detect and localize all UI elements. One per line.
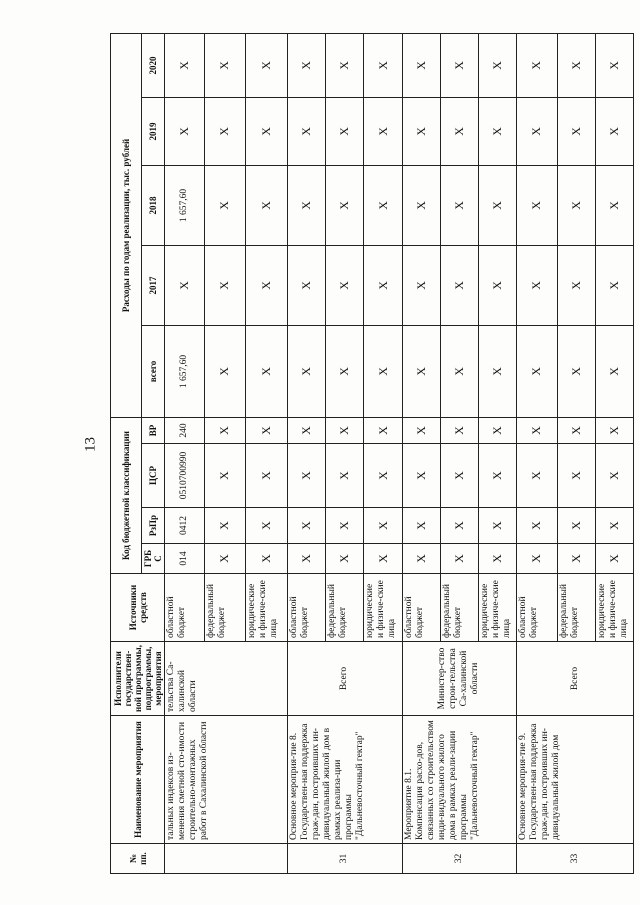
mark-cell: X xyxy=(517,508,557,544)
mark-cell: X xyxy=(245,165,287,245)
mark-cell: X xyxy=(205,508,245,544)
header-grbs: ГРБС xyxy=(142,544,165,574)
mark-cell: X xyxy=(557,165,595,245)
source-cell: федеральный бюджет xyxy=(557,574,595,642)
mark-cell: X xyxy=(517,33,557,97)
mark-cell: X xyxy=(326,97,364,165)
row-number: 33 xyxy=(517,844,634,874)
mark-cell: X xyxy=(402,508,440,544)
mark-cell: X xyxy=(288,417,326,443)
mark-cell: X xyxy=(165,33,205,97)
mark-cell: X xyxy=(326,508,364,544)
mark-cell: X xyxy=(205,245,245,325)
source-cell: областной бюджет xyxy=(402,574,440,642)
header-expenses: Расходы по годам реализации, тыс. рублей xyxy=(111,33,142,417)
mark-cell: X xyxy=(245,417,287,443)
y2018-cell: 1 657,60 xyxy=(165,165,205,245)
mark-cell: X xyxy=(245,245,287,325)
executor: тельства Са-халинской области xyxy=(165,642,288,716)
mark-cell: X xyxy=(595,417,633,443)
mark-cell: X xyxy=(326,417,364,443)
mark-cell: X xyxy=(288,97,326,165)
mark-cell: X xyxy=(364,417,402,443)
mark-cell: X xyxy=(479,245,517,325)
mark-cell: X xyxy=(595,325,633,417)
mark-cell: X xyxy=(479,544,517,574)
mark-cell: X xyxy=(479,33,517,97)
mark-cell: X xyxy=(595,97,633,165)
source-cell: областной бюджет xyxy=(288,574,326,642)
mark-cell: X xyxy=(517,444,557,508)
mark-cell: X xyxy=(557,508,595,544)
mark-cell: X xyxy=(440,245,478,325)
mark-cell: X xyxy=(440,417,478,443)
executor: Всего xyxy=(517,642,634,716)
mark-cell: X xyxy=(205,165,245,245)
mark-cell: X xyxy=(517,97,557,165)
source-cell: федеральный бюджет xyxy=(326,574,364,642)
mark-cell: X xyxy=(440,508,478,544)
total-cell: 1 657,60 xyxy=(165,325,205,417)
mark-cell: X xyxy=(326,325,364,417)
mark-cell: X xyxy=(440,544,478,574)
source-cell: областной бюджет xyxy=(165,574,205,642)
mark-cell: X xyxy=(440,33,478,97)
header-rzpr: РзПр xyxy=(142,508,165,544)
source-cell: областной бюджет xyxy=(517,574,557,642)
mark-cell: X xyxy=(595,33,633,97)
activity-name: Основное мероприя-тие 9. Государствен-ная поддержка граж-дан, построивших ин-дивидуальный жилой дом xyxy=(517,716,634,844)
mark-cell: X xyxy=(364,508,402,544)
mark-cell: X xyxy=(557,33,595,97)
header-source: Источники средств xyxy=(111,574,165,642)
mark-cell: X xyxy=(595,165,633,245)
source-cell: юридические и физиче-ские лица xyxy=(479,574,517,642)
header-2020: 2020 xyxy=(142,33,165,97)
csr-cell: 0510700990 xyxy=(165,444,205,508)
mark-cell: X xyxy=(402,245,440,325)
header-2017: 2017 xyxy=(142,245,165,325)
mark-cell: X xyxy=(402,97,440,165)
mark-cell: X xyxy=(288,325,326,417)
mark-cell: X xyxy=(165,97,205,165)
mark-cell: X xyxy=(326,444,364,508)
mark-cell: X xyxy=(364,33,402,97)
row-number: 32 xyxy=(402,844,517,874)
grbs-cell: 014 xyxy=(165,544,205,574)
mark-cell: X xyxy=(205,33,245,97)
mark-cell: X xyxy=(557,97,595,165)
mark-cell: X xyxy=(205,97,245,165)
mark-cell: X xyxy=(364,97,402,165)
mark-cell: X xyxy=(479,417,517,443)
mark-cell: X xyxy=(245,444,287,508)
mark-cell: X xyxy=(288,33,326,97)
mark-cell: X xyxy=(205,544,245,574)
page-number: 13 xyxy=(82,437,99,452)
rzpr-cell: 0412 xyxy=(165,508,205,544)
mark-cell: X xyxy=(288,245,326,325)
vr-cell: 240 xyxy=(165,417,205,443)
mark-cell: X xyxy=(288,444,326,508)
mark-cell: X xyxy=(557,417,595,443)
mark-cell: X xyxy=(402,33,440,97)
mark-cell: X xyxy=(326,544,364,574)
mark-cell: X xyxy=(364,544,402,574)
activity-name: Мероприятие 8.1. Компенсация расхо-дов, связанных со строительством инди-видуального жилого дома в рамках реали-зации программы "Дальневосточный гектар" xyxy=(402,716,517,844)
header-name: Наименование мероприятия xyxy=(111,716,165,844)
mark-cell: X xyxy=(479,325,517,417)
mark-cell: X xyxy=(245,97,287,165)
activity-name: Основное мероприя-тие 8. Государствен-ная поддержка граж-дан, построивших ин-дивидуальный жилой дом в рамках реализа-ции программы "Дальневосточный гектар" xyxy=(288,716,403,844)
executor: Министер-ство строи-тельства Са-халинской области xyxy=(402,642,517,716)
mark-cell: X xyxy=(326,33,364,97)
mark-cell: X xyxy=(557,544,595,574)
mark-cell: X xyxy=(440,165,478,245)
mark-cell: X xyxy=(595,508,633,544)
header-2019: 2019 xyxy=(142,97,165,165)
header-no: № пп. xyxy=(111,844,165,874)
mark-cell: X xyxy=(557,245,595,325)
header-vr: ВР xyxy=(142,417,165,443)
executor: Всего xyxy=(288,642,403,716)
mark-cell: X xyxy=(402,444,440,508)
mark-cell: X xyxy=(479,444,517,508)
mark-cell: X xyxy=(517,325,557,417)
table-row xyxy=(402,33,440,873)
mark-cell: X xyxy=(326,165,364,245)
mark-cell: X xyxy=(479,97,517,165)
mark-cell: X xyxy=(288,508,326,544)
mark-cell: X xyxy=(402,417,440,443)
mark-cell: X xyxy=(595,544,633,574)
mark-cell: X xyxy=(440,444,478,508)
source-cell: юридические и физиче-ские лица xyxy=(245,574,287,642)
mark-cell: X xyxy=(479,165,517,245)
source-cell: юридические и физиче-ские лица xyxy=(364,574,402,642)
mark-cell: X xyxy=(557,444,595,508)
mark-cell: X xyxy=(440,325,478,417)
row-number: 31 xyxy=(288,844,403,874)
mark-cell: X xyxy=(517,417,557,443)
budget-table-rotated xyxy=(110,34,634,874)
header-budget-code: Код бюджетной классификации xyxy=(111,417,142,573)
mark-cell: X xyxy=(364,245,402,325)
mark-cell: X xyxy=(288,544,326,574)
mark-cell: X xyxy=(517,544,557,574)
mark-cell: X xyxy=(205,325,245,417)
mark-cell: X xyxy=(557,325,595,417)
mark-cell: X xyxy=(402,544,440,574)
mark-cell: X xyxy=(517,165,557,245)
mark-cell: X xyxy=(165,245,205,325)
mark-cell: X xyxy=(440,97,478,165)
mark-cell: X xyxy=(402,325,440,417)
mark-cell: X xyxy=(326,245,364,325)
table-row xyxy=(165,33,205,873)
table-row xyxy=(517,33,557,873)
mark-cell: X xyxy=(517,245,557,325)
source-cell: федеральный бюджет xyxy=(440,574,478,642)
mark-cell: X xyxy=(205,417,245,443)
header-2018: 2018 xyxy=(142,165,165,245)
mark-cell: X xyxy=(288,165,326,245)
header-csr: ЦСР xyxy=(142,444,165,508)
header-total: всего xyxy=(142,325,165,417)
table-row xyxy=(288,33,326,873)
source-cell: федеральный бюджет xyxy=(205,574,245,642)
mark-cell: X xyxy=(595,245,633,325)
mark-cell: X xyxy=(245,325,287,417)
mark-cell: X xyxy=(245,508,287,544)
mark-cell: X xyxy=(364,325,402,417)
mark-cell: X xyxy=(364,444,402,508)
activity-name: тальных индексов из-менения сметной сто-имости строительно-монтажных работ в Сахалинской области xyxy=(165,716,288,844)
header-executor: Исполнители государствен-ной программы, подпрограммы, мероприятия xyxy=(111,642,165,716)
mark-cell: X xyxy=(402,165,440,245)
budget-table xyxy=(110,33,634,874)
mark-cell: X xyxy=(595,444,633,508)
mark-cell: X xyxy=(205,444,245,508)
source-cell: юридические и физиче-ские лица xyxy=(595,574,633,642)
mark-cell: X xyxy=(364,165,402,245)
mark-cell: X xyxy=(245,544,287,574)
mark-cell: X xyxy=(479,508,517,544)
mark-cell: X xyxy=(245,33,287,97)
row-number xyxy=(165,844,288,874)
